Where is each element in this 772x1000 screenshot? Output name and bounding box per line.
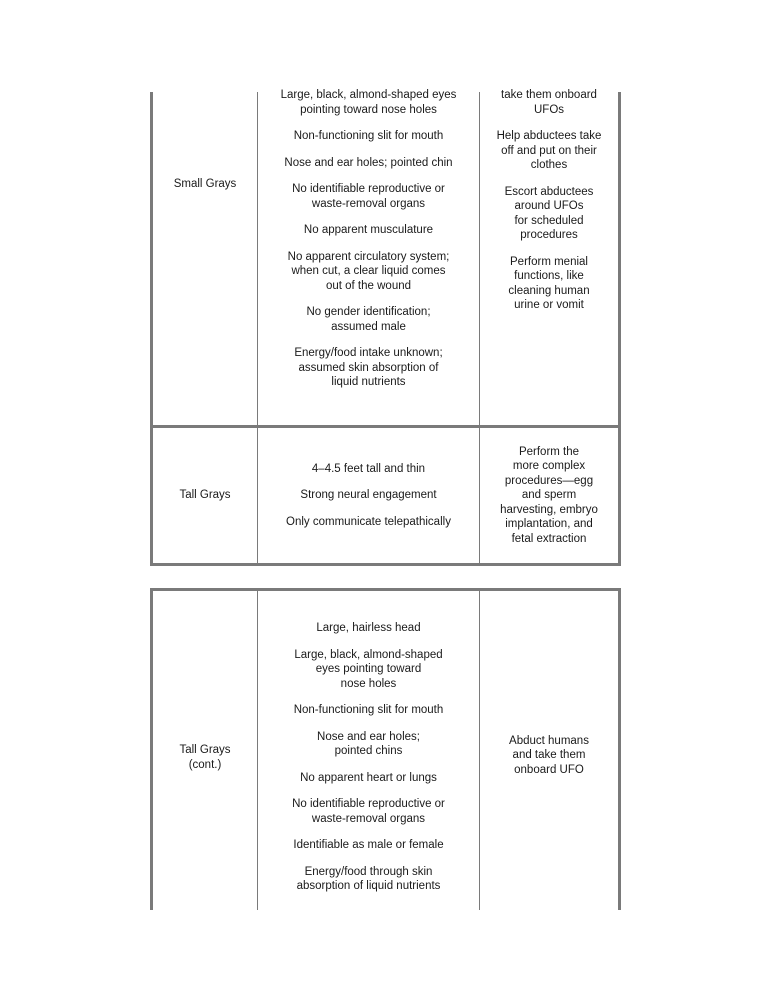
function-item: Escort abductees around UFOs for scheduled procedures	[504, 185, 594, 241]
table-border-right	[618, 588, 621, 910]
traits-cell	[258, 88, 479, 390]
trait-item: Nose and ear holes; pointed chins	[317, 730, 420, 757]
trait-item: Large, black, almond-shaped eyes pointing toward nose holes	[280, 89, 457, 116]
table-lower	[150, 588, 622, 918]
trait-item: No gender identification; assumed male	[306, 306, 431, 333]
traits-cell	[258, 621, 479, 894]
function-item: Perform the more complex procedures—egg and sperm harvesting, embryo implantation, and fetal extraction	[500, 445, 598, 545]
trait-item: No apparent heart or lungs	[300, 771, 437, 784]
table-border-right	[618, 92, 621, 566]
functions-cell	[480, 591, 618, 910]
trait-item: Non-functioning slit for mouth	[293, 704, 444, 716]
table-row	[153, 591, 257, 910]
trait-item: No identifiable reproductive or waste-removal organs	[292, 798, 445, 825]
category-label: Tall Grays	[179, 489, 231, 502]
function-item: Perform menial functions, like cleaning human urine or vomit	[508, 255, 590, 311]
table-border-bottom	[150, 563, 621, 566]
trait-item: Identifiable as male or female	[293, 839, 444, 851]
trait-item: Nose and ear holes; pointed chin	[284, 156, 453, 169]
trait-item: 4–4.5 feet tall and thin	[311, 462, 426, 475]
trait-item: Energy/food intake unknown; assumed skin absorption of liquid nutrients	[294, 347, 443, 388]
table-row	[153, 92, 257, 425]
function-item: take them onboard UFOs	[501, 89, 597, 116]
trait-item: Large, black, almond-shaped eyes pointing toward nose holes	[294, 648, 443, 690]
trait-item: Large, hairless head	[316, 622, 421, 634]
functions-cell	[480, 88, 618, 313]
functions-cell	[480, 428, 618, 563]
function-item: Help abductees take off and put on their clothes	[496, 130, 602, 171]
trait-item: Energy/food through skin absorption of liquid nutrients	[296, 865, 441, 892]
table-upper	[150, 0, 622, 570]
function-item: Abduct humans and take them onboard UFO	[509, 734, 589, 776]
trait-item: No apparent musculature	[303, 224, 434, 236]
trait-item: Non-functioning slit for mouth	[293, 130, 444, 142]
traits-cell	[258, 428, 479, 563]
table-row	[153, 428, 257, 563]
category-label: Tall Grays (cont.)	[179, 744, 231, 771]
trait-item: Strong neural engagement	[300, 489, 437, 502]
trait-item: Only communicate telepathically	[286, 515, 451, 528]
trait-item: No apparent circulatory system; when cut, a clear liquid comes out of the wound	[287, 250, 450, 292]
trait-item: No identifiable reproductive or waste-removal organs	[292, 183, 445, 210]
category-label: Small Grays	[173, 178, 237, 191]
